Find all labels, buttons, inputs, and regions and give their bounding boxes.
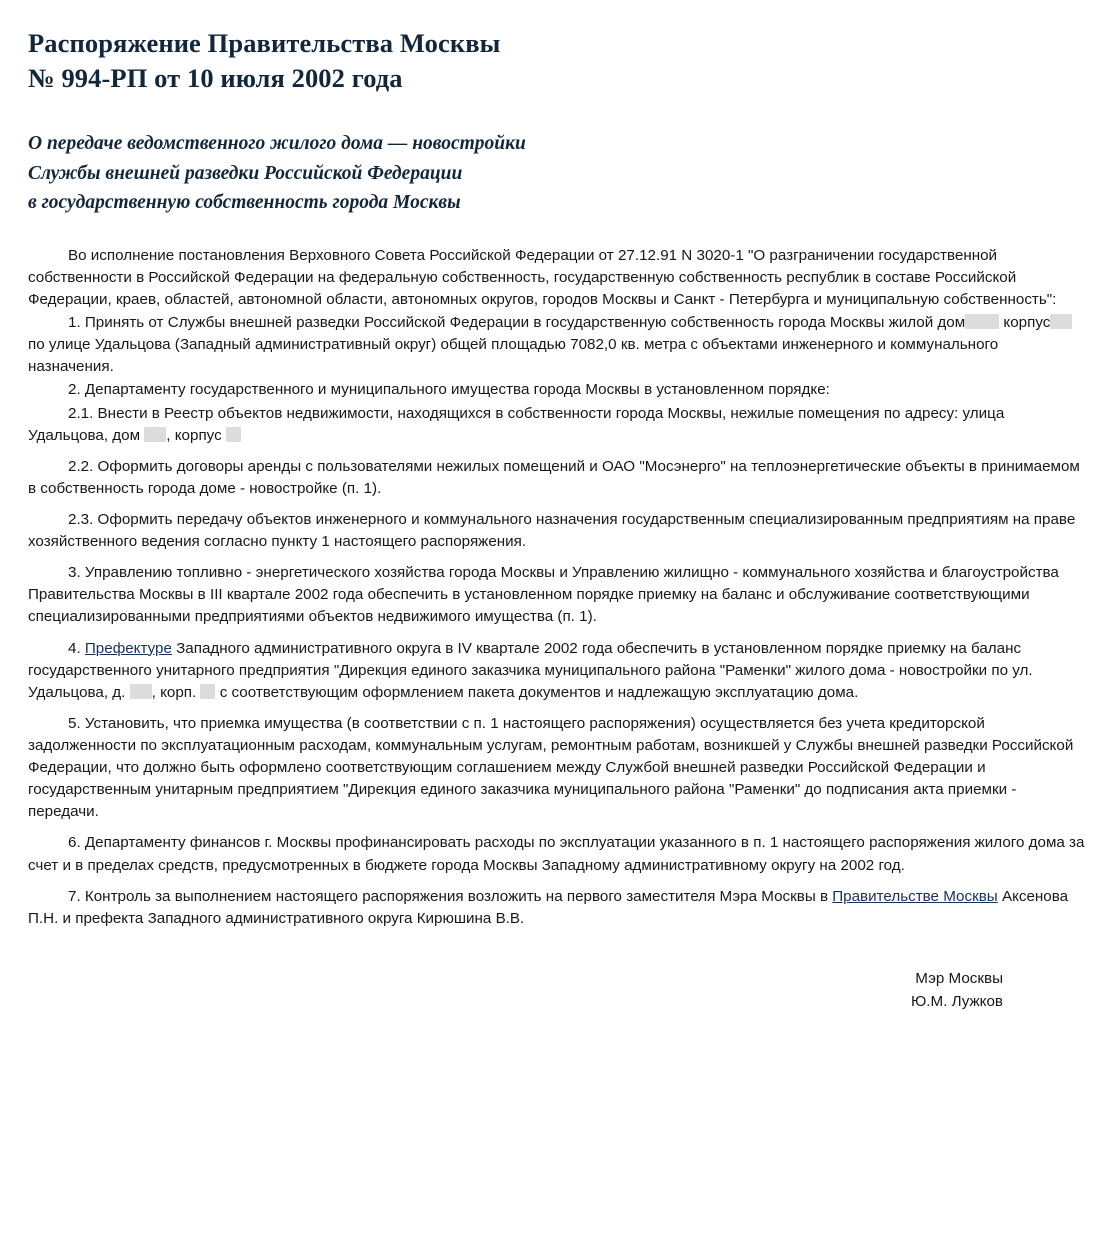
page-title	[28, 26, 1085, 96]
redaction-block	[226, 427, 241, 442]
paragraph-2-3: 2.3. Оформить передачу объектов инженерного и коммунального назначения государственным специализированным предприятиям на праве хозяйственного ведения согласно пункту 1 настоящего распоряжения.	[28, 511, 1076, 551]
subtitle-line-2: Службы внешней разведки Российской Федерации	[28, 162, 463, 184]
redaction-block	[965, 314, 999, 329]
paragraph-1-part-b: корпус	[1003, 314, 1051, 332]
subtitle-line-1: О передаче ведомственного жилого дома — новостройки	[28, 132, 526, 154]
redaction-block	[200, 684, 215, 699]
paragraph-5: 5. Установить, что приемка имущества (в соответствии с п. 1 настоящего распоряжения) осуществляется без учета кредиторской задолженности по эксплуатационным расходам, коммунальным услугам, ремонтным работам, возникшей у Службы внешней разведки Российской Федерации, что должно быть оформлено соответствующим соглашением между Службой внешней разведки Российской Федерации и государственным унитарным предприятием "Дирекция единого заказчика муниципального района "Раменки" до подписания акта приемки - передачи.	[28, 714, 1074, 821]
paragraph-4-number: 4.	[68, 639, 85, 657]
paragraph-3: 3. Управлению топливно - энергетического хозяйства города Москвы и Управлению жилищно - коммунального хозяйства и благоустройства Правительства Москвы в III квартале 2002 года обеспечить в установленном порядке приемку на баланс и обслуживание соответствующими специализированными предприятиями объектов недвижимого имущества (п. 1).	[28, 564, 1059, 626]
paragraph-preamble: Во исполнение постановления Верховного Совета Российской Федерации от 27.12.91 N 3020-1 "О разграничении государственной собственности в Российской Федерации на федеральную собственность, государственную собственность республик в составе Российской Федерации, краев, областей, автономной области, автономных округов, городов Москвы и Санкт - Петербурга и муниципальную собственность":	[28, 246, 1057, 309]
redaction-block	[130, 684, 152, 699]
paragraph-6: 6. Департаменту финансов г. Москвы профинансировать расходы по эксплуатации указанного в п. 1 настоящего распоряжения жилого дома за счет и в пределах средств, предусмотренных в бюджете города Москвы Западному административному округу на 2002 год.	[28, 834, 1085, 874]
signature-role: Мэр Москвы	[915, 969, 1003, 987]
paragraph-4-part-c: с соответствующим оформлением пакета документов и надлежащую эксплуатацию дома.	[219, 683, 859, 701]
paragraph-1-part-a: 1. Принять от Службы внешней разведки Российской Федерации в государственную собственность города Москвы жилой дом	[68, 314, 966, 332]
paragraph-2-1-part-a: 2.1. Внести в Реестр объектов недвижимости, находящихся в собственности города Москвы, нежилые помещения по адресу: улица Удальцова, дом	[28, 404, 1005, 444]
paragraph-2-1	[28, 403, 1085, 447]
signature-name: Ю.М. Лужков	[910, 992, 1003, 1010]
paragraph-2: 2. Департаменту государственного и муниципального имущества города Москвы в установленном порядке:	[68, 381, 830, 399]
paragraph-1-part-c: по улице Удальцова (Западный административный округ) общей площадью 7082,0 кв. метра с объектами инженерного и коммунального назначения.	[28, 336, 999, 376]
paragraph-4-part-b: , корп.	[151, 683, 197, 701]
paragraph-1	[28, 312, 1085, 378]
paragraph-4-part-a: Западного административного округа в IV квартале 2002 года обеспечить в установленном порядке приемку на баланс государственного унитарного предприятия "Дирекция единого заказчика муниципального района "Раменки" жилого дома - новостройки по ул. Удальцова, д.	[28, 639, 1033, 701]
document-body	[28, 245, 1085, 930]
redaction-block	[1050, 314, 1072, 329]
subtitle-line-3: в государственную собственность города Москвы	[28, 192, 461, 214]
paragraph-7-part-a: 7. Контроль за выполнением настоящего распоряжения возложить на первого заместителя Мэра Москвы в	[68, 887, 833, 905]
paragraph-2-1-part-b: , корпус	[166, 426, 222, 444]
signature-block	[28, 968, 1085, 1014]
link-prefecture[interactable]: Префектуре	[84, 639, 172, 657]
paragraph-2-2: 2.2. Оформить договоры аренды с пользователями нежилых помещений и ОАО "Мосэнерго" на теплоэнергетические объекты в принимаемом в собственность города доме - новостройке (п. 1).	[28, 457, 1080, 497]
paragraph-4	[28, 638, 1085, 704]
title-line-1: Распоряжение Правительства Москвы	[28, 28, 501, 58]
document-subtitle	[28, 129, 1085, 218]
redaction-block	[144, 427, 166, 442]
link-government-of-moscow[interactable]: Правительстве Москвы	[832, 887, 998, 905]
paragraph-7-part-b: Аксенова П.Н. и префекта Западного административного округа Кирюшина В.В.	[28, 887, 1069, 927]
title-line-2: № 994-РП от 10 июля 2002 года	[28, 62, 403, 93]
paragraph-7	[28, 886, 1085, 930]
